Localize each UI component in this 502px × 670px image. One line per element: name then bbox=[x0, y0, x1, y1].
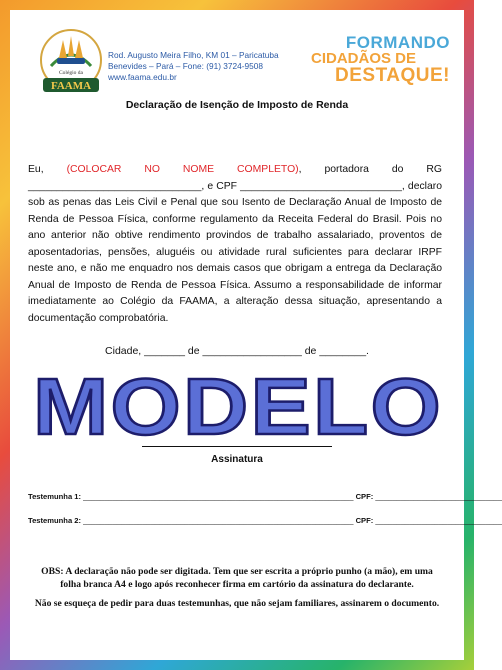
witness-reminder: Não se esqueça de pedir para duas testemunhas, que não sejam familiares, assinarem o documento. bbox=[34, 598, 440, 609]
address-line: Rod. Augusto Meira Filho, KM 01 – Paricatuba bbox=[108, 50, 279, 60]
intro-text: Eu, bbox=[28, 164, 67, 175]
school-address bbox=[108, 50, 279, 83]
modelo-watermark bbox=[24, 362, 452, 451]
slogan bbox=[311, 34, 450, 85]
signature-label: Assinatura bbox=[211, 454, 263, 465]
observation-note: OBS: A declaração não pode ser digitada. Tem que ser escrita a próprio punho (a mão), em uma folha branca A4 e logo após reconhecer firma em cartório da assinatura do declarante. bbox=[41, 566, 433, 590]
witness-2-label: Testemunha 2: bbox=[28, 516, 82, 525]
slogan-line-2: CIDADÃOS DE bbox=[310, 50, 416, 67]
signature-line bbox=[142, 446, 332, 447]
document-title: Declaração de Isenção de Imposto de Renda bbox=[125, 99, 349, 111]
declaration-body: , portadora do RG ______________________________, e CPF ____________________________, declaro sob as penas das Leis Civil e Penal que sou Isento de Declaração Anual de Imposto de Renda de Pessoa Física, conforme regulamento da Receita Federal do Brasil. Pois no ano anterior não obtive rendimento provindos de trabalho assalariado, proventos de aposentadorias, pensões, aluguéis ou atividade rural suficientes para declarar IRPF neste ano, e não me enquadro nos demais casos que obrigam a entrega da Declaração Anual de Imposto de Renda de Pessoa Física. Assumo a responsabilidade de informar imediatamente ao Colégio da FAAMA, a alteração dessa situação, apresentando a documentação comprobatória. bbox=[28, 164, 443, 324]
document-sheet bbox=[10, 10, 502, 660]
slogan-line-3: DESTAQUE! bbox=[335, 65, 450, 86]
witness-1-label: Testemunha 1: bbox=[28, 492, 82, 501]
logo-name: FAAMA bbox=[50, 80, 92, 92]
witness-2-cpf-line: ______________________________ bbox=[375, 516, 502, 525]
slogan-line-1: FORMANDO bbox=[345, 33, 450, 52]
watermark-text: MODELO bbox=[33, 362, 443, 451]
witness-1-line: ________________________________________________________________ bbox=[83, 492, 354, 501]
witness-2 bbox=[28, 516, 502, 525]
witness-2-cpf-label: CPF: bbox=[355, 516, 374, 525]
declaration-text bbox=[28, 162, 442, 327]
name-placeholder: (COLOCAR NO NOME COMPLETO) bbox=[66, 164, 299, 175]
witness-1-cpf-label: CPF: bbox=[355, 492, 374, 501]
witness-1 bbox=[28, 492, 502, 501]
witness-1-cpf-line: ______________________________ bbox=[375, 492, 502, 501]
city-date-line: Cidade, _______ de _________________ de ________. bbox=[105, 345, 369, 357]
phone-line: Benevides – Pará – Fone: (91) 3724-9508 bbox=[108, 61, 263, 71]
website-line: www.faama.edu.br bbox=[108, 72, 177, 82]
logo-subtitle: Colégio da bbox=[59, 70, 83, 76]
school-logo bbox=[37, 28, 105, 102]
witness-2-line: ________________________________________________________________ bbox=[83, 516, 354, 525]
